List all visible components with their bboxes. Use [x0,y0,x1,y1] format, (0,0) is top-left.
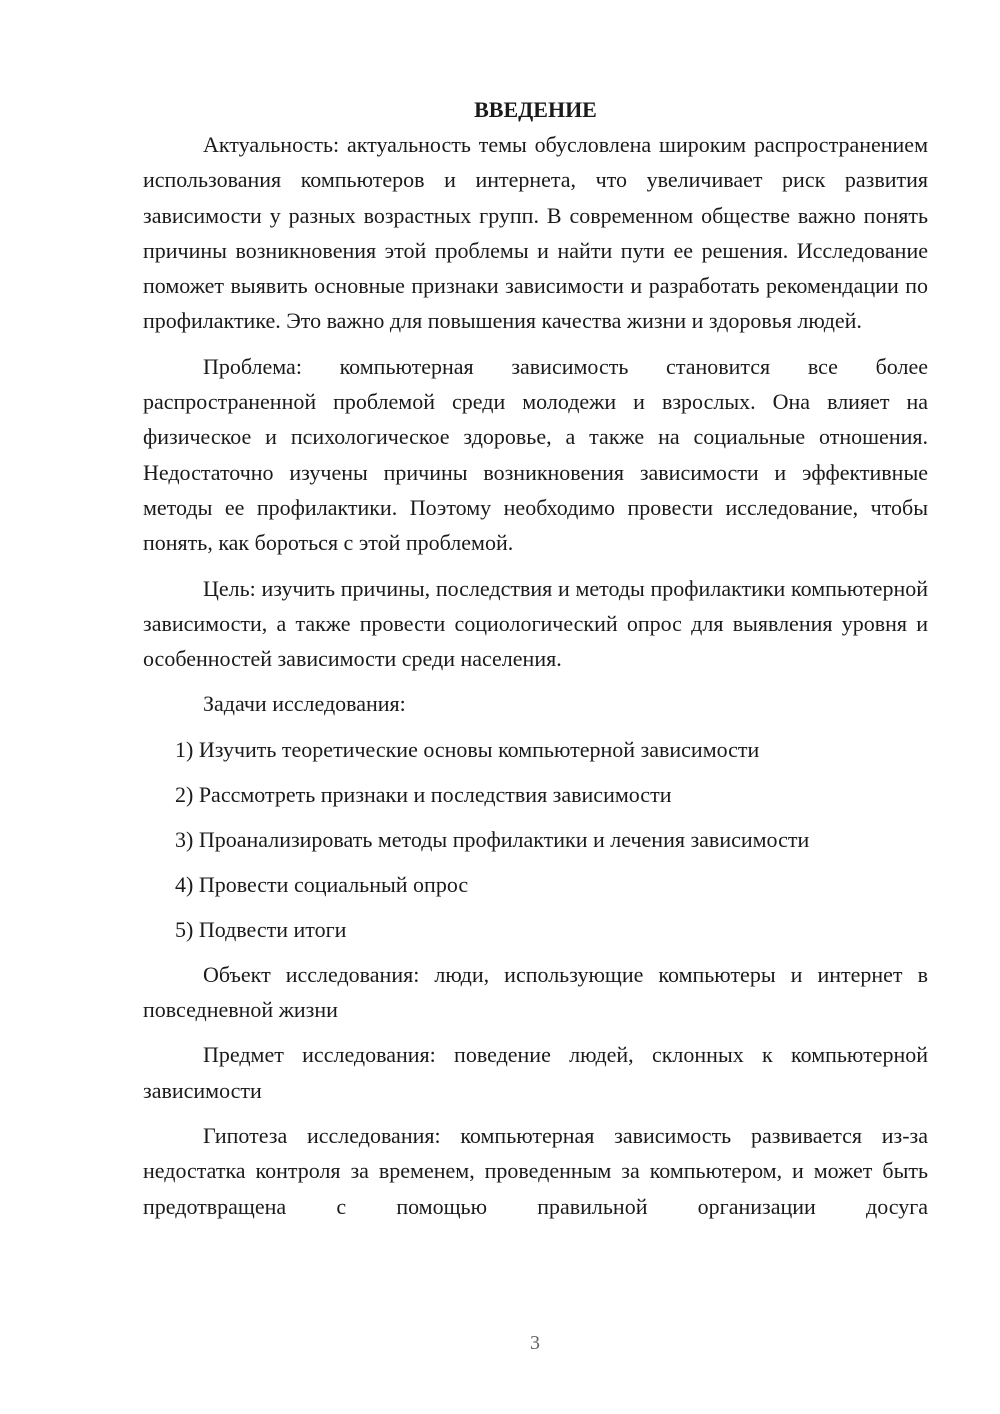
task-item: 5) Подвести итоги [175,916,347,942]
page-content [143,92,928,1224]
goal-paragraph: Цель: изучить причины, последствия и методы профилактики компьютерной зависимости, а также провести социологический опрос для выявления уровня и особенностей зависимости среди населения. [143,575,928,672]
task-item: 2) Рассмотреть признаки и последствия зависимости [175,781,672,807]
task-item: 3) Проанализировать методы профилактики и лечения зависимости [175,826,810,852]
hypothesis-paragraph: Гипотеза исследования: компьютерная зависимость развивается из-за недостатка контроля за временем, проведенным за компьютером, и может быть предотвращена с помощью правильной организации досуга [143,1122,928,1219]
section-title: ВВЕДЕНИЕ [474,97,597,122]
task-item: 4) Провести социальный опрос [175,871,469,897]
page-number: 3 [530,1332,540,1354]
task-item: 1) Изучить теоретические основы компьютерной зависимости [175,736,760,762]
object-paragraph: Объект исследования: люди, использующие компьютеры и интернет в повседневной жизни [143,961,928,1023]
tasks-list [143,732,928,947]
tasks-heading: Задачи исследования: [203,691,406,717]
relevance-paragraph: Актуальность: актуальность темы обусловлена широким распространением использования компьютеров и интернета, что увеличивает риск развития зависимости у разных возрастных групп. В современном обществе важно понять причины возникновения этой проблемы и найти пути ее решения. Исследование поможет выявить основные признаки зависимости и разработать рекомендации по профилактике. Это важно для повышения качества жизни и здоровья людей. [143,132,928,334]
problem-paragraph: Проблема: компьютерная зависимость становится все более распространенной проблемой среди молодежи и взрослых. Она влияет на физическое и психологическое здоровье, а также на социальные отношения. Недостаточно изучены причины возникновения зависимости и эффективные методы ее профилактики. Поэтому необходимо провести исследование, чтобы понять, как бороться с этой проблемой. [143,353,928,556]
subject-paragraph: Предмет исследования: поведение людей, склонных к компьютерной зависимости [143,1042,928,1103]
